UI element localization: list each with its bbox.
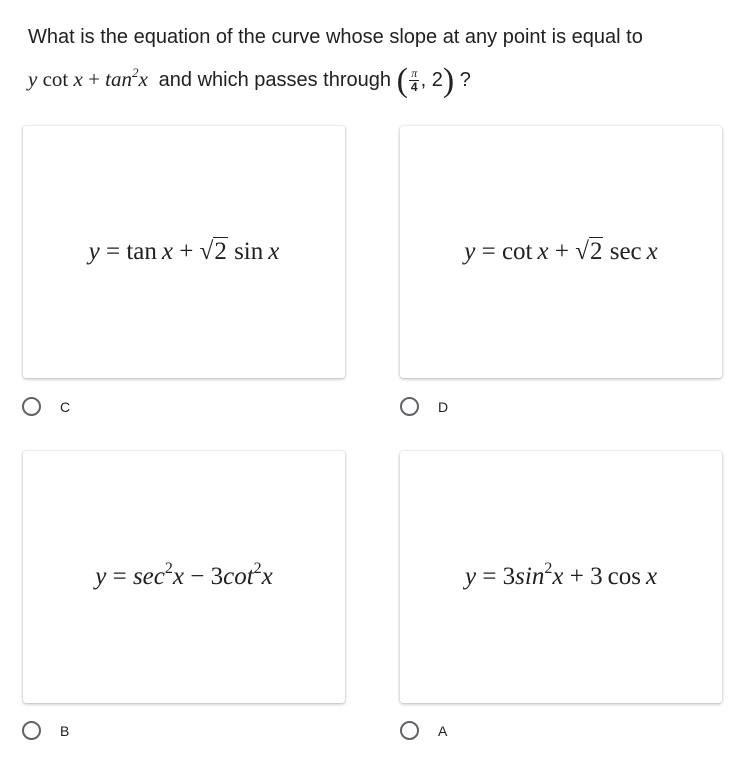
- question-mark: ?: [459, 69, 471, 91]
- expr-plus: +: [88, 67, 100, 91]
- expr-cot: cot: [42, 67, 69, 91]
- option-b-formula: $y = \sec^2x - 3\cot^2x$: [95, 560, 273, 590]
- point-expression: ( $\frac{\pi}{4}$ , 2): [396, 62, 455, 99]
- expr-exponent: 2: [132, 65, 139, 80]
- option-c-radio[interactable]: [22, 397, 41, 416]
- option-d-formula: y = cot x + √2 sec x: [464, 238, 658, 265]
- option-b-card[interactable]: [23, 451, 345, 703]
- option-c-label: C: [60, 398, 71, 415]
- question-text: [28, 16, 740, 101]
- option-c-formula: y = tan x + √2 sin x: [88, 238, 280, 265]
- option-c-card[interactable]: [23, 126, 345, 378]
- option-d-radio[interactable]: [400, 397, 419, 416]
- expr-x2: x: [138, 67, 148, 91]
- sqrt-symbol: √2: [199, 238, 227, 265]
- option-d-radio-row[interactable]: [400, 397, 448, 416]
- expr-y: y: [28, 67, 38, 91]
- option-a-radio[interactable]: [400, 721, 419, 740]
- option-b-label: B: [60, 722, 70, 739]
- pi-over-4-fraction: $\frac{\pi}{4}$: [410, 66, 418, 95]
- option-a-card[interactable]: [400, 451, 722, 703]
- option-a-radio-row[interactable]: [400, 721, 447, 740]
- sqrt-symbol: √2: [575, 238, 603, 265]
- slope-expression: [28, 67, 153, 91]
- option-b-radio[interactable]: [22, 721, 41, 740]
- expr-tan: tan: [105, 67, 132, 91]
- option-d-card[interactable]: [400, 126, 722, 378]
- question-mid-text: and which passes through: [158, 69, 392, 91]
- option-b-radio-row[interactable]: [22, 721, 69, 740]
- question-line-2: [28, 58, 740, 101]
- point-y-value: , 2: [420, 69, 443, 91]
- option-d-label: D: [438, 398, 449, 415]
- option-a-formula: $y = 3\sin^2x + 3$ cos x: [464, 560, 658, 590]
- expr-x: x: [73, 67, 83, 91]
- option-c-radio-row[interactable]: [22, 397, 70, 416]
- question-line-1: What is the equation of the curve whose slope at any point is equal to: [28, 26, 643, 48]
- option-a-label: A: [438, 722, 448, 739]
